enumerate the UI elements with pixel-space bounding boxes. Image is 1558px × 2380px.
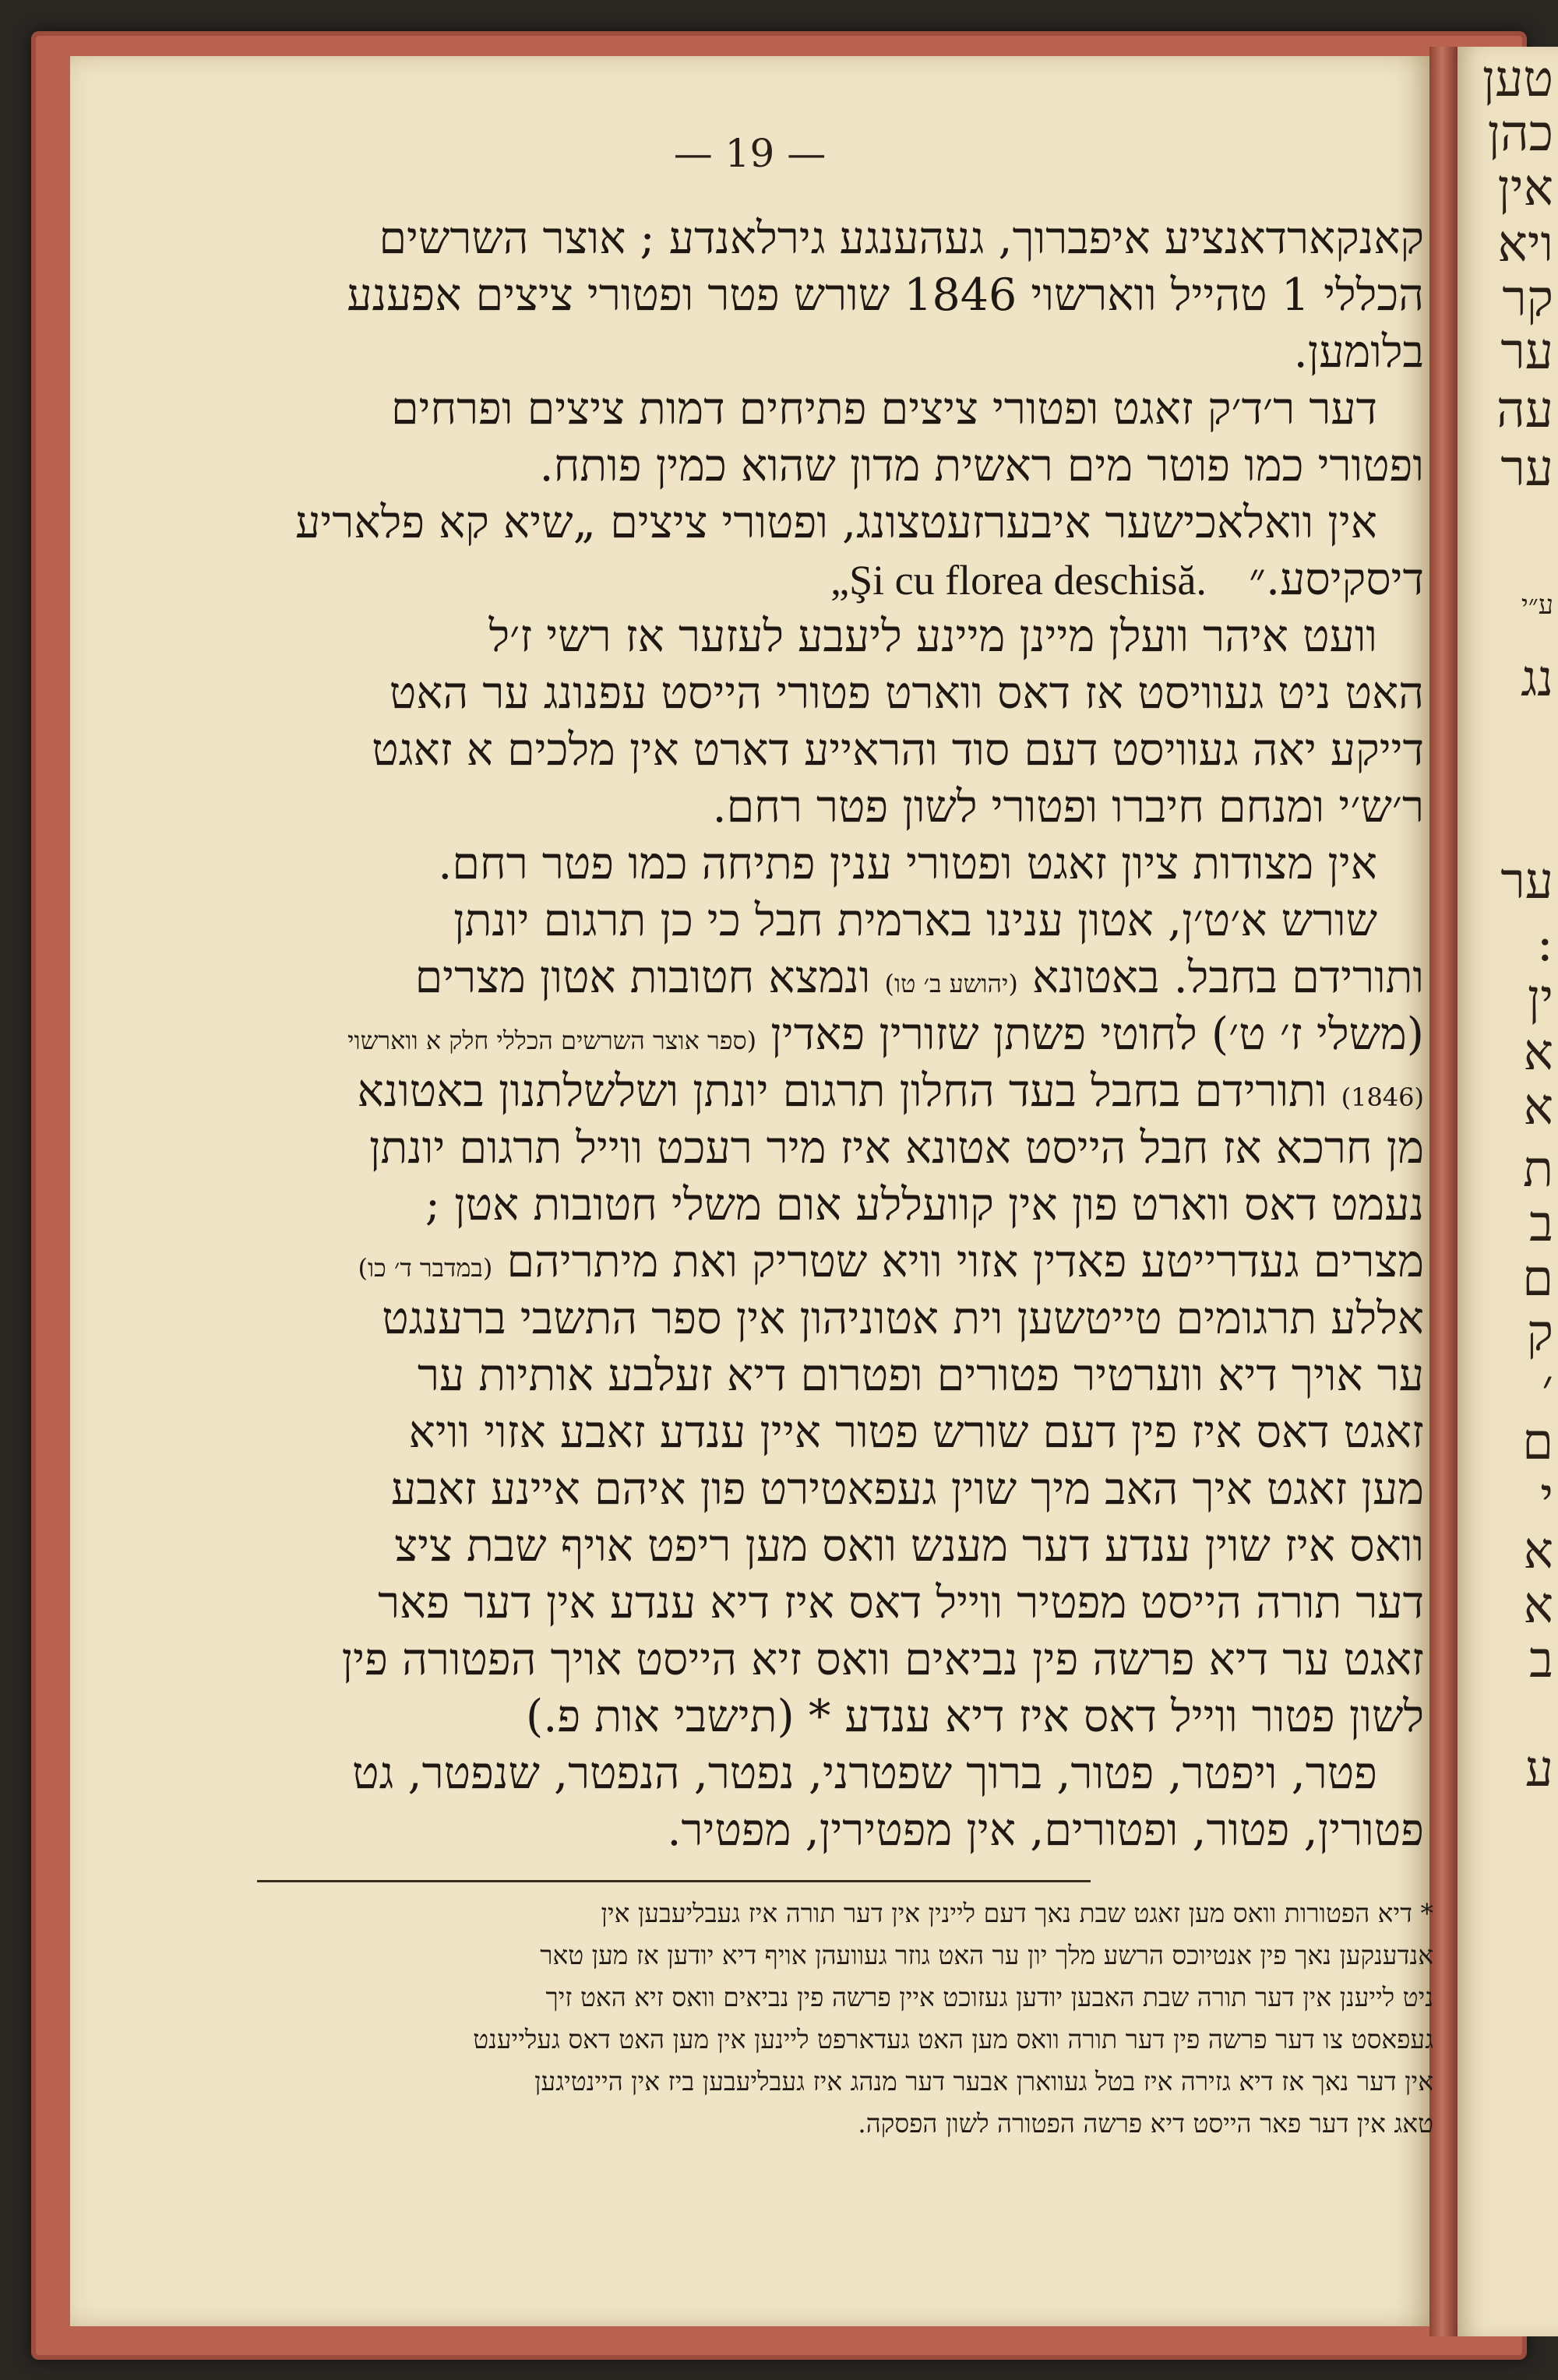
footnote-line: * דיא הפטורות וואס מען זאגט שבת נאך דעם ליינין אין דער תורה איז געבליעבען אין xyxy=(601,1898,1433,1928)
romanian-quote: „Şi cu florea deschisă. xyxy=(830,557,1207,604)
text-line: מן חרכא אז חבל הייסט אטונא איז מיר רעכט ווייל תרגום יונתן xyxy=(368,1122,1424,1174)
text-line: בלומען. xyxy=(1293,326,1424,378)
footnote-line: געפאסט צו דער פרשה פין דער תורה וואס מען האט געדארפט ליינען אין מען האט דאס געלייענט xyxy=(473,2024,1433,2054)
next-page-fragment: ויא xyxy=(1497,216,1553,273)
text-line: ופטורי כמו פוטר מים ראשית מדון שהוא כמין פותח. xyxy=(539,440,1424,491)
text-line: זאגט דאס איז פין דעם שורש פטור איין ענדע זאבע אזוי וויא xyxy=(408,1407,1424,1458)
text-fragment: מצרים געדרייטע פאדין אזוי וויא שטריק ואת מיתריהם xyxy=(506,1236,1424,1287)
next-page-fragment: א xyxy=(1523,1577,1553,1635)
citation-year: (1846) xyxy=(1341,1083,1424,1112)
next-page-fragment: ין xyxy=(1527,970,1553,1027)
text-line-with-reference xyxy=(232,1063,1424,1120)
next-page-fragment: א xyxy=(1523,1523,1553,1580)
text-line: דייקע יאה געוויסט דעם סוד והראייע דארט אין מלכים א זאגט xyxy=(372,724,1424,776)
footnote-line: אין דער נאך אז דיא גזירה איז בטל געווארן אבער דער מנהג איז געבליעבען ביז אין היינטיגען xyxy=(534,2066,1433,2097)
text-fragment: ותורידם בחבל. באטונא xyxy=(1032,952,1424,1003)
next-page-fragment: א xyxy=(1523,1079,1553,1136)
text-line: דער תורה הייסט מפטיר ווייל דאס איז דיא ענדע אין דער פאר xyxy=(378,1577,1424,1628)
next-page-fragment: כהן xyxy=(1487,105,1553,163)
text-line: וועט איהר וועלן מיינן מיינע ליעבע לעזער אז רשי ז׳ל xyxy=(488,611,1377,662)
next-page-fragment: ת xyxy=(1522,1141,1553,1199)
text-line: ר׳ש׳י ומנחם חיברו ופטורי לשון פטר רחם. xyxy=(712,781,1424,833)
text-fragment: דיסקיסע.״ xyxy=(1249,554,1424,605)
next-page-fragment: נג xyxy=(1521,650,1553,708)
next-page-fragment: ער xyxy=(1500,323,1553,381)
citation-reference: (ספר אוצר השרשים הכללי חלק א ווארשוי xyxy=(347,1026,757,1055)
text-line: הכללי 1 טהייל ווארשוי 1846 שורש פטר ופטורי ציצים אפענע xyxy=(347,269,1424,321)
book-gutter xyxy=(1429,47,1458,2336)
text-line: אין וואלאכישער איבערזעטצונג, ופטורי ציצים „שיא קא פלאריע xyxy=(295,497,1377,548)
text-line: נעמט דאס ווארט פון אין קוועללע אום משלי חטובות אטן ; xyxy=(425,1179,1424,1230)
text-line: שורש א׳ט׳ן, אטון ענינו בארמית חבל כי כן תרגום יונתן xyxy=(453,895,1377,946)
next-page-fragment: ם xyxy=(1522,1250,1553,1308)
next-page-fragment: ׳ xyxy=(1542,1359,1553,1417)
text-line: אללע תרגומים טייטשען וית אטוניהון אין ספר התשבי ברענגט xyxy=(382,1293,1424,1344)
text-fragment: ונמצא חטובות אטון מצרים xyxy=(414,952,871,1003)
text-fragment: ותורידם בחבל בעד החלון תרגום יונתן ושלשלתנון באטונא xyxy=(357,1065,1327,1117)
next-page-fragment: ער xyxy=(1500,853,1553,910)
text-line: פטר, ויפטר, פטור, ברוך שפטרני, נפטר, הנפטר, שנפטר, גט xyxy=(352,1748,1377,1799)
footnote-divider xyxy=(257,1880,1091,1882)
next-page-fragment: א xyxy=(1523,1024,1553,1082)
citation-reference: (יהושע ב׳ טו) xyxy=(884,969,1018,998)
next-page-fragment: י xyxy=(1540,1468,1553,1526)
text-line: וואס איז שוין ענדע דער מענש וואס מען ריפט אויף שבת ציצ xyxy=(394,1520,1424,1572)
next-page-fragment: ע״י xyxy=(1521,590,1553,621)
next-page-fragment: ב xyxy=(1529,1632,1553,1689)
footnote-line: ניט לייענן אין דער תורה שבת האבען יודען געזוכט איין פרשה פין נביאים וואס זיא האט זיך xyxy=(545,1982,1433,2012)
next-page-edge xyxy=(1458,47,1558,2336)
next-page-fragment: ב xyxy=(1529,1195,1553,1253)
text-line: זאגט ער דיא פרשה פין נביאים וואס זיא הייסט אויך הפטורה פין xyxy=(341,1634,1424,1685)
citation-reference: (במדבר ד׳ כו) xyxy=(358,1253,493,1283)
footnote-line: אנדענקען נאך פין אנטיוכס הרשע מלך יון ער האט גוזר געוועהן אויף דיא יודען אז מען טאר xyxy=(540,1940,1433,1970)
text-line-with-reference xyxy=(232,949,1424,1006)
text-line: דער ר׳ד׳ק זאגט ופטורי ציצים פתיחים דמות ציצים ופרחים xyxy=(390,383,1377,435)
text-line: מען זאגט איך האב מיך שוין געפאטירט פון איהם איינע זאבע xyxy=(390,1463,1424,1515)
text-line-with-reference xyxy=(232,1234,1424,1290)
next-page-fragment: ער xyxy=(1500,440,1553,498)
text-line-with-latin xyxy=(232,551,1424,608)
next-page-fragment: עה xyxy=(1496,382,1553,439)
next-page-fragment: קר xyxy=(1502,270,1553,328)
next-page-fragment: אין xyxy=(1497,160,1553,217)
next-page-fragment: טען xyxy=(1482,51,1553,108)
text-line: ער אויך דיא ווערטיר פטורים ופטרום דיא זעלבע אותיות ער xyxy=(417,1350,1424,1401)
footnotes xyxy=(241,1892,1433,2145)
text-line-with-reference xyxy=(232,1006,1424,1063)
text-line: פטורין, פטור, ופטורים, אין מפטירין, מפטיר. xyxy=(667,1804,1424,1856)
text-line: קאנקארדאנציע איפברוך, געהענגע גירלאנדע ; אוצר השרשים xyxy=(379,213,1424,264)
next-page-fragment: : xyxy=(1536,915,1553,973)
text-line: לשון פטור ווייל דאס איז דיא ענדע * (תישבי אות פ.) xyxy=(525,1691,1424,1742)
body-text xyxy=(232,210,1424,1859)
next-page-fragment: ם xyxy=(1522,1414,1553,1471)
footnote-line: טאג אין דער פאר הייסט דיא פרשה הפטורה לשון הפסקה. xyxy=(858,2108,1433,2139)
text-line: האט ניט געוויסט אז דאס ווארט פטורי הייסט עפנונג ער האט xyxy=(389,667,1424,719)
text-fragment: (משלי ז׳ ט׳) לחוטי פשתן שזורין פאדין xyxy=(770,1009,1424,1060)
next-page-fragment: ע xyxy=(1525,1741,1553,1798)
next-page-fragment: ק xyxy=(1526,1304,1553,1362)
text-line: אין מצודות ציון זאגט ופטורי ענין פתיחה כמו פטר רחם. xyxy=(438,838,1377,889)
page-number: — 19 — xyxy=(673,131,827,176)
